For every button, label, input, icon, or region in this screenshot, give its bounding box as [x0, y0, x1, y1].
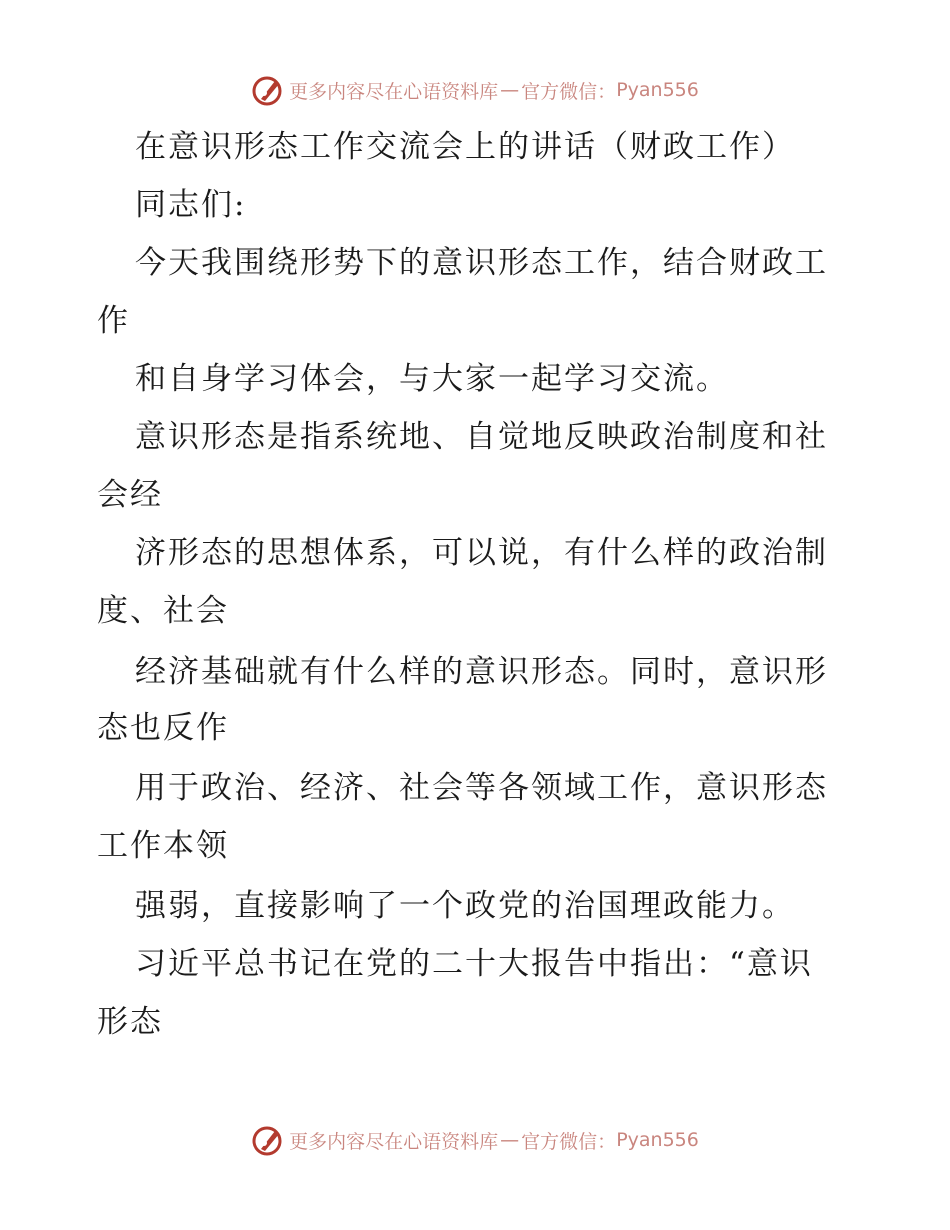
text-line: 济形态的思想体系，可以说，有什么样的政治制 — [135, 535, 828, 571]
text-line: 形态 — [97, 1004, 163, 1040]
text-line: 用于政治、经济、社会等各领域工作，意识形态 — [135, 770, 828, 806]
text-line: 今天我围绕形势下的意识形态工作，结合财政工 — [135, 245, 828, 281]
footer-watermark — [0, 1120, 950, 1160]
text-line: 经济基础就有什么样的意识形态。同时，意识形 — [135, 654, 828, 690]
text-line: 习近平总书记在党的二十大报告中指出：“意识 — [135, 946, 813, 982]
watermark-separator: — — [500, 1129, 520, 1151]
pen-logo-icon — [251, 1123, 285, 1157]
text-line: 意识形态是指系统地、自觉地反映政治制度和社 — [135, 419, 828, 455]
watermark-label: 官方微信： — [521, 80, 617, 103]
text-line: 工作本领 — [97, 828, 229, 864]
watermark-text: 更多内容尽在心语资料库 — [289, 80, 499, 103]
watermark-wechat-id: Pyan556 — [616, 1129, 699, 1151]
text-line: 作 — [97, 303, 130, 339]
text-line: 度、社会 — [97, 593, 229, 629]
pen-logo-icon — [251, 73, 285, 107]
text-line: 会经 — [97, 477, 163, 513]
document-title: 在意识形态工作交流会上的讲话（财政工作） — [135, 129, 795, 165]
watermark-separator: — — [500, 79, 520, 101]
header-watermark — [0, 70, 950, 110]
watermark-text: 更多内容尽在心语资料库 — [289, 1130, 499, 1153]
salutation: 同志们: — [135, 187, 247, 223]
text-line: 和自身学习体会，与大家一起学习交流。 — [135, 361, 729, 397]
text-line: 强弱，直接影响了一个政党的治国理政能力。 — [135, 888, 795, 924]
watermark-wechat-id: Pyan556 — [616, 79, 699, 101]
text-line: 态也反作 — [97, 710, 229, 746]
watermark-label: 官方微信： — [521, 1130, 617, 1153]
